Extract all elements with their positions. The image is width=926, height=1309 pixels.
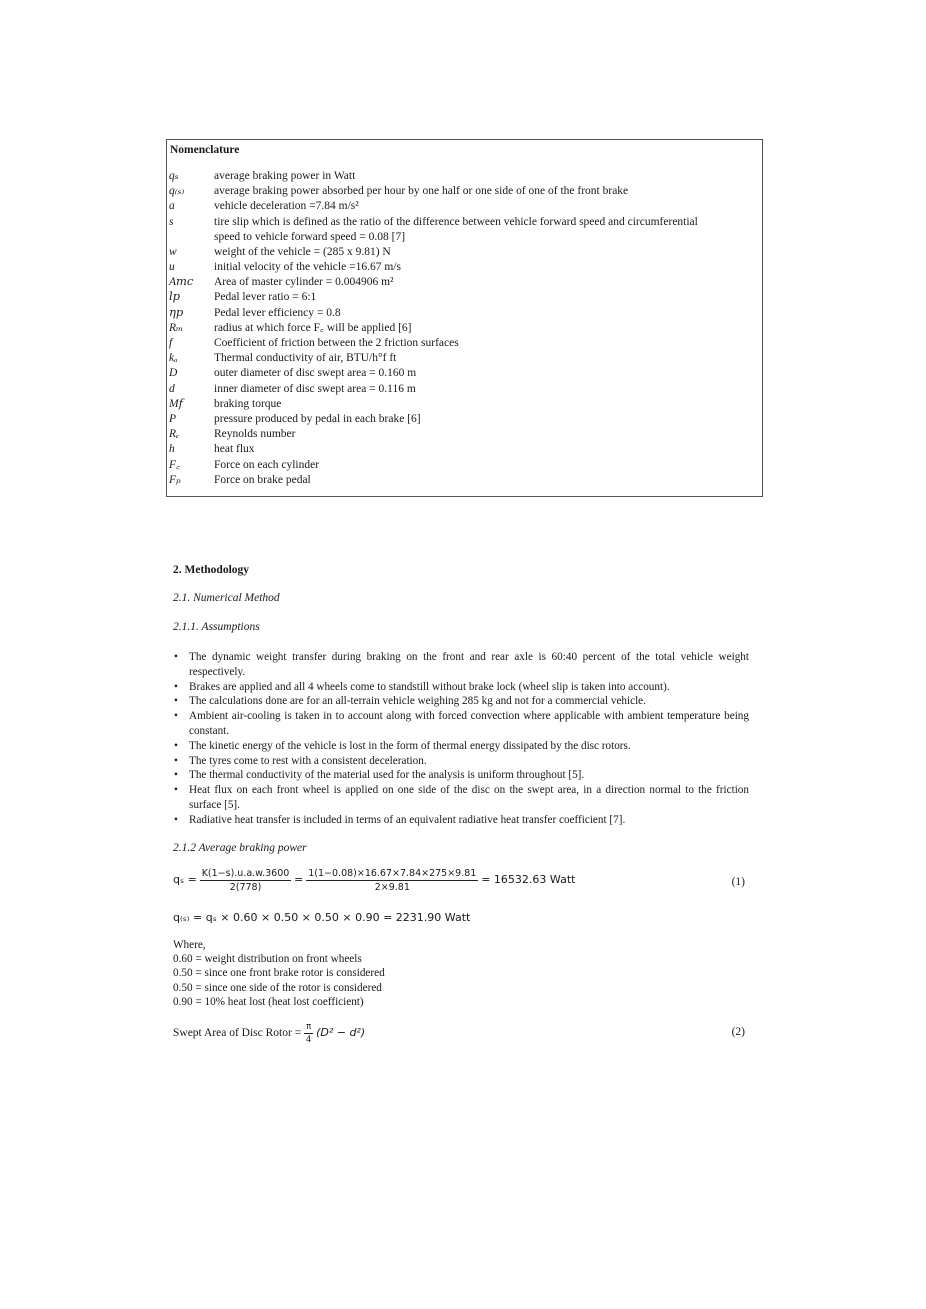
- subsection-numerical-method: 2.1. Numerical Method: [173, 592, 280, 604]
- eq2-fraction: [304, 1022, 313, 1045]
- nomenclature-symbol: A𝑚𝑐: [169, 276, 194, 289]
- nomenclature-row: [167, 427, 762, 442]
- eq1-lhs: qₛ =: [173, 873, 197, 887]
- nomenclature-row: [167, 442, 762, 457]
- nomenclature-definition: heat flux: [214, 443, 255, 456]
- nomenclature-definition: radius at which force F꜀ will be applied [6]: [214, 321, 412, 334]
- eq2-denominator: 4: [305, 1035, 312, 1045]
- nomenclature-symbol: a: [169, 200, 175, 213]
- where-label: Where,: [173, 939, 206, 951]
- assumption-text: The calculations done are for an all-terrain vehicle weighing 285 kg and not for a commercial vehicle.: [189, 695, 646, 708]
- nomenclature-definition: outer diameter of disc swept area = 0.160 m: [214, 367, 417, 380]
- nomenclature-row: [167, 397, 762, 412]
- nomenclature-definition: weight of the vehicle = (285 x 9.81) N: [214, 245, 391, 258]
- assumption-item: [173, 768, 749, 783]
- eq1-fraction-general: [200, 868, 292, 893]
- nomenclature-definition: Pedal lever ratio = 6:1: [214, 291, 317, 304]
- eq1-frac2-denominator: 2×9.81: [374, 882, 410, 893]
- nomenclature-definition: Area of master cylinder = 0.004906 m²: [214, 276, 394, 289]
- assumption-text: The kinetic energy of the vehicle is lost in the form of thermal energy dissipated by the disc rotors.: [189, 739, 631, 752]
- bullet-icon: •: [174, 754, 178, 767]
- eq1-frac2-numerator: 1(1−0.08)×16.67×7.84×275×9.81: [308, 868, 477, 879]
- assumption-text: Heat flux on each front wheel is applied on one side of the disc on the swept area, in a direction normal to the friction surface [5].: [189, 784, 749, 811]
- assumption-item: [173, 694, 749, 709]
- subsection-assumptions: 2.1.1. Assumptions: [173, 621, 260, 633]
- nomenclature-row: [167, 199, 762, 214]
- nomenclature-definition: average braking power in Watt: [214, 170, 356, 182]
- nomenclature-row: [167, 412, 762, 427]
- nomenclature-definition: pressure produced by pedal in each brake [6]: [214, 413, 421, 425]
- nomenclature-symbol: u: [169, 261, 175, 273]
- assumption-text: Radiative heat transfer is included in terms of an equivalent radiative heat transfer coefficient [7].: [189, 813, 626, 826]
- nomenclature-definition: vehicle deceleration =7.84 m/s²: [214, 200, 359, 213]
- nomenclature-symbol: w: [169, 245, 177, 258]
- assumption-text: Brakes are applied and all 4 wheels come to standstill without brake lock (wheel slip is taken into account).: [189, 680, 670, 693]
- where-line: 0.90 = 10% heat lost (heat lost coefficient): [173, 995, 364, 1008]
- equation-1: [173, 868, 749, 893]
- nomenclature-definition: Force on brake pedal: [214, 473, 311, 486]
- nomenclature-symbol: qₛ: [169, 170, 179, 182]
- assumption-item: [173, 783, 749, 813]
- where-line: 0.50 = since one front brake rotor is considered: [173, 967, 385, 980]
- assumption-text: The tyres come to rest with a consistent deceleration.: [189, 754, 427, 767]
- nomenclature-row: [167, 366, 762, 381]
- eq1-result: = 16532.63 Watt: [481, 873, 576, 887]
- assumption-item: [173, 754, 749, 769]
- eq2-numerator: π: [306, 1022, 312, 1032]
- nomenclature-symbol: q₍ₛ₎: [169, 185, 185, 198]
- nomenclature-box: [166, 139, 763, 497]
- nomenclature-row: [167, 290, 762, 305]
- where-lines: [173, 952, 385, 1009]
- nomenclature-title: Nomenclature: [170, 144, 240, 156]
- bullet-icon: •: [174, 784, 178, 797]
- nomenclature-definition: Pedal lever efficiency = 0.8: [214, 306, 341, 319]
- nomenclature-row: [167, 306, 762, 321]
- eq1-frac1-numerator: K(1−s).u.a.w.3600: [201, 868, 290, 879]
- nomenclature-row: [167, 260, 762, 275]
- eq1-number: (1): [731, 876, 745, 888]
- assumption-item: [173, 813, 749, 828]
- bullet-icon: •: [174, 710, 178, 723]
- nomenclature-symbol: 𝑙𝑝: [169, 291, 181, 304]
- nomenclature-definition: tire slip which is defined as the ratio of the difference between vehicle forward speed and circumferential: [214, 215, 698, 228]
- nomenclature-symbol: F꜀: [169, 458, 181, 471]
- nomenclature-symbol: d: [169, 382, 175, 395]
- nomenclature-definition: Reynolds number: [214, 428, 296, 441]
- nomenclature-definition: initial velocity of the vehicle =16.67 m/s: [214, 261, 401, 273]
- nomenclature-definition: Force on each cylinder: [214, 458, 320, 471]
- nomenclature-symbol: kₐ: [169, 352, 178, 365]
- bullet-icon: •: [174, 651, 178, 663]
- section-title: 2. Methodology: [173, 564, 250, 576]
- nomenclature-symbol: s: [169, 215, 174, 228]
- nomenclature-row: [167, 169, 762, 184]
- assumption-item: [173, 650, 749, 680]
- assumption-text: The dynamic weight transfer during braking on the front and rear axle is 60:40 percent of the total vehicle weight respectively.: [189, 651, 749, 678]
- assumptions-list: [173, 650, 749, 828]
- eq1-equals: =: [294, 873, 304, 887]
- nomenclature-symbol: Fₚ: [169, 473, 181, 486]
- nomenclature-row: [167, 215, 762, 243]
- nomenclature-row: [167, 245, 762, 260]
- nomenclature-definition: braking torque: [214, 397, 282, 410]
- assumption-item: [173, 739, 749, 754]
- equation-2: [173, 1022, 749, 1045]
- nomenclature-row: [167, 382, 762, 397]
- bullet-icon: •: [174, 813, 178, 826]
- bullet-icon: •: [174, 680, 178, 693]
- nomenclature-definition: inner diameter of disc swept area = 0.116 m: [214, 382, 416, 395]
- where-line: 0.60 = weight distribution on front wheels: [173, 953, 362, 966]
- assumption-item: [173, 680, 749, 695]
- nomenclature-definition: Coefficient of friction between the 2 friction surfaces: [214, 337, 459, 349]
- nomenclature-symbol: 𝜂𝑝: [169, 306, 184, 319]
- subsection-average-braking-power: 2.1.2 Average braking power: [173, 842, 307, 854]
- nomenclature-symbol: Rₘ: [169, 321, 184, 334]
- nomenclature-row: [167, 184, 762, 199]
- bullet-icon: •: [174, 695, 178, 708]
- nomenclature-definition: average braking power absorbed per hour by one half or one side of one of the front brake: [214, 185, 629, 198]
- assumption-text: The thermal conductivity of the material used for the analysis is uniform throughout [5].: [189, 769, 585, 782]
- assumption-item: [173, 709, 749, 739]
- nomenclature-row: [167, 351, 762, 366]
- eq1-fraction-values: [306, 868, 478, 893]
- where-block: [173, 938, 385, 1009]
- eq2-label: Swept Area of Disc Rotor =: [173, 1027, 302, 1040]
- eq1-frac1-denominator: 2(778): [229, 882, 262, 893]
- nomenclature-symbol: f: [169, 337, 173, 349]
- nomenclature-row: [167, 473, 762, 488]
- eq2-number: (2): [731, 1026, 745, 1038]
- nomenclature-symbol: Rₑ: [169, 428, 180, 441]
- where-line: 0.50 = since one side of the rotor is considered: [173, 981, 382, 994]
- nomenclature-row: [167, 458, 762, 473]
- nomenclature-row: [167, 336, 762, 351]
- eq2-expression: (D² − d²): [316, 1026, 366, 1040]
- equation-q-side: q₍ₛ₎ = qₛ × 0.60 × 0.50 × 0.50 × 0.90 = 2231.90 Watt: [173, 911, 471, 924]
- nomenclature-row: [167, 275, 762, 290]
- nomenclature-definition: Thermal conductivity of air, BTU/h°f ft: [214, 352, 397, 365]
- nomenclature-symbol: P: [169, 413, 177, 425]
- assumption-text: Ambient air-cooling is taken in to account along with forced convection where applicable with ambient temperature being constant.: [189, 710, 749, 737]
- nomenclature-symbol: D: [169, 367, 178, 380]
- bullet-icon: •: [174, 739, 178, 752]
- bullet-icon: •: [174, 769, 178, 782]
- nomenclature-row: [167, 321, 762, 336]
- nomenclature-symbol: M𝑓: [169, 397, 183, 410]
- nomenclature-definition-continued: speed to vehicle forward speed = 0.08 [7]: [214, 230, 406, 243]
- nomenclature-symbol: h: [169, 443, 175, 456]
